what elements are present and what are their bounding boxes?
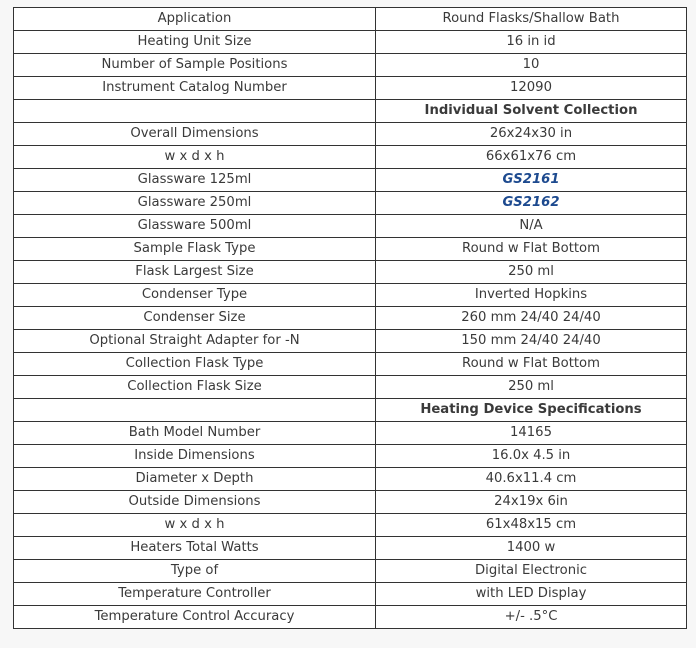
table-row [14, 307, 687, 330]
table-row [14, 468, 687, 491]
row-value: 10 [376, 54, 687, 77]
row-value: 1400 w [376, 537, 687, 560]
row-value: Round Flasks/Shallow Bath [376, 8, 687, 31]
row-value: Round w Flat Bottom [376, 353, 687, 376]
row-label: Condenser Type [14, 284, 376, 307]
row-label: Collection Flask Type [14, 353, 376, 376]
row-value: 40.6x11.4 cm [376, 468, 687, 491]
row-label: Instrument Catalog Number [14, 77, 376, 100]
table-row [14, 353, 687, 376]
table-row [14, 537, 687, 560]
row-value: 250 ml [376, 261, 687, 284]
row-value: 250 ml [376, 376, 687, 399]
row-value: 26x24x30 in [376, 123, 687, 146]
table-row [14, 606, 687, 629]
row-label: Type of [14, 560, 376, 583]
table-row [14, 8, 687, 31]
table-row [14, 330, 687, 353]
section-header-row [14, 100, 687, 123]
table-row [14, 284, 687, 307]
row-label [14, 399, 376, 422]
section-title: Individual Solvent Collection [376, 100, 687, 123]
table-row [14, 123, 687, 146]
row-label: Bath Model Number [14, 422, 376, 445]
row-value: 12090 [376, 77, 687, 100]
row-label: Overall Dimensions [14, 123, 376, 146]
section-title: Heating Device Specifications [376, 399, 687, 422]
row-value: +/- .5°C [376, 606, 687, 629]
table-row [14, 560, 687, 583]
row-value: Inverted Hopkins [376, 284, 687, 307]
table-row [14, 238, 687, 261]
row-label: Heaters Total Watts [14, 537, 376, 560]
row-value: 260 mm 24/40 24/40 [376, 307, 687, 330]
table-row [14, 422, 687, 445]
row-value [376, 169, 687, 192]
table-row [14, 77, 687, 100]
row-value: 14165 [376, 422, 687, 445]
table-row [14, 146, 687, 169]
row-label: Heating Unit Size [14, 31, 376, 54]
table-row [14, 514, 687, 537]
table-row [14, 31, 687, 54]
row-label: Sample Flask Type [14, 238, 376, 261]
table-row [14, 192, 687, 215]
table-row [14, 583, 687, 606]
row-label: Optional Straight Adapter for -N [14, 330, 376, 353]
row-label: Application [14, 8, 376, 31]
row-value: 66x61x76 cm [376, 146, 687, 169]
row-label: Number of Sample Positions [14, 54, 376, 77]
catalog-link-gs2162[interactable]: GS2162 [502, 195, 560, 210]
row-label: Temperature Control Accuracy [14, 606, 376, 629]
table-row [14, 54, 687, 77]
row-value: 16.0x 4.5 in [376, 445, 687, 468]
table-row [14, 491, 687, 514]
row-label: Collection Flask Size [14, 376, 376, 399]
table-row [14, 376, 687, 399]
row-label: Glassware 500ml [14, 215, 376, 238]
row-label: Condenser Size [14, 307, 376, 330]
catalog-link-gs2161[interactable]: GS2161 [502, 172, 560, 187]
section-header-row [14, 399, 687, 422]
row-value: 61x48x15 cm [376, 514, 687, 537]
row-value [376, 192, 687, 215]
row-label: Diameter x Depth [14, 468, 376, 491]
row-value: with LED Display [376, 583, 687, 606]
row-label: Inside Dimensions [14, 445, 376, 468]
table-row [14, 445, 687, 468]
row-label: w x d x h [14, 146, 376, 169]
row-label: Glassware 125ml [14, 169, 376, 192]
spec-table [13, 7, 687, 629]
table-row [14, 169, 687, 192]
spec-table-container [13, 7, 686, 629]
row-value: 16 in id [376, 31, 687, 54]
row-value: Round w Flat Bottom [376, 238, 687, 261]
row-label [14, 100, 376, 123]
row-label: Glassware 250ml [14, 192, 376, 215]
table-row [14, 261, 687, 284]
row-value: 150 mm 24/40 24/40 [376, 330, 687, 353]
row-value: N/A [376, 215, 687, 238]
table-row [14, 215, 687, 238]
row-label: w x d x h [14, 514, 376, 537]
row-label: Outside Dimensions [14, 491, 376, 514]
row-value: Digital Electronic [376, 560, 687, 583]
row-label: Temperature Controller [14, 583, 376, 606]
row-label: Flask Largest Size [14, 261, 376, 284]
row-value: 24x19x 6in [376, 491, 687, 514]
